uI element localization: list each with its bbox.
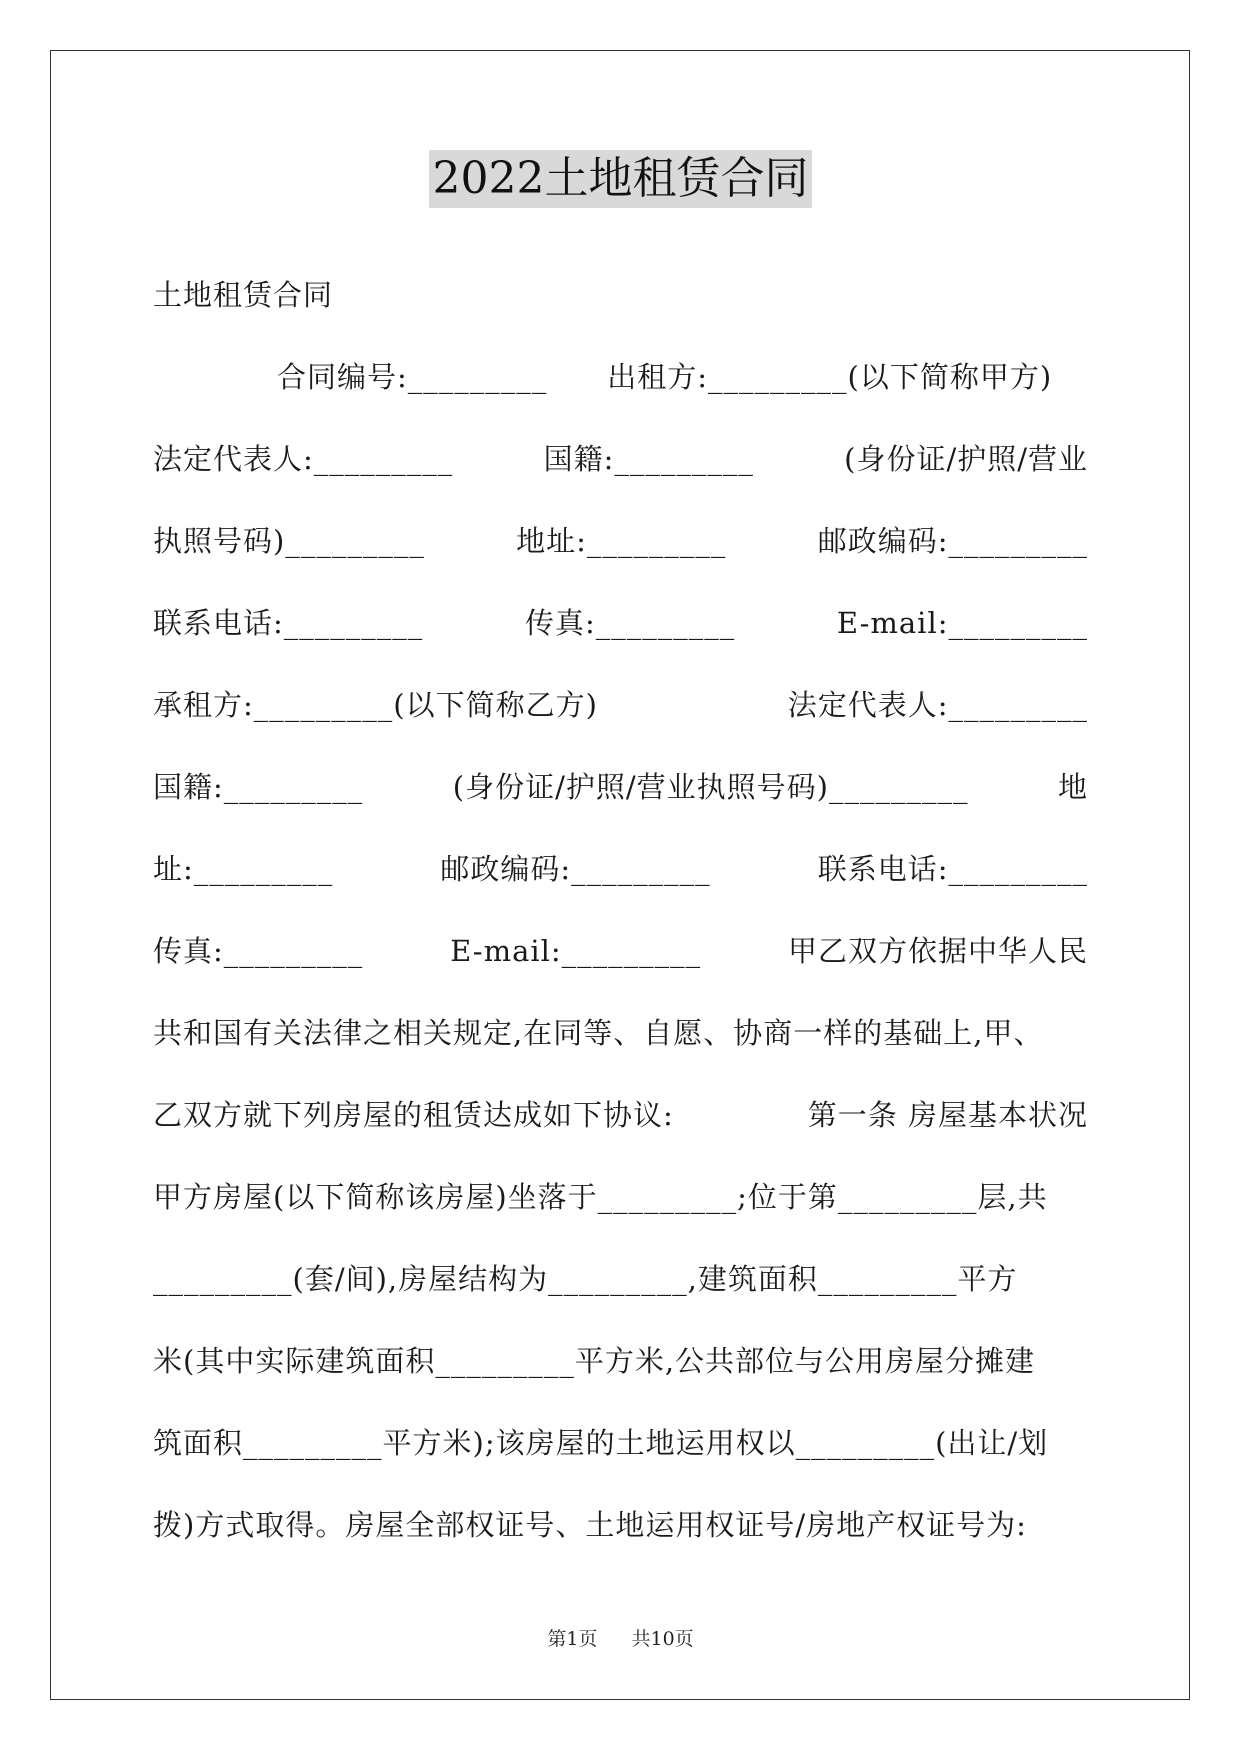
text-line-13	[153, 1320, 1088, 1402]
text-line-11	[153, 1156, 1088, 1238]
lessee-representative-field: 法定代表人:_________	[787, 688, 1088, 722]
lessor-representative-field: 法定代表人:_________	[153, 442, 454, 476]
lessee-nationality-field: 国籍:_________	[153, 770, 364, 804]
text-line-1	[153, 336, 1088, 418]
document-body	[153, 254, 1088, 1566]
text-line-6	[153, 746, 1088, 828]
lessor-nationality-field: 国籍:_________	[543, 442, 754, 476]
lessee-postcode-field: 邮政编码:_________	[440, 852, 711, 886]
subtitle-line	[153, 254, 1088, 336]
preamble-start: 甲乙双方依据中华人民	[787, 934, 1088, 968]
document-title-text: 2022土地租赁合同	[429, 150, 813, 208]
text-line-9	[153, 992, 1088, 1074]
text-line-5	[153, 664, 1088, 746]
document-title	[0, 150, 1241, 208]
contract-subtitle: 土地租赁合同	[153, 278, 334, 312]
lessor-postcode-field: 邮政编码:_________	[817, 524, 1088, 558]
lessor-field: 出租方:_________(以下简称甲方)	[607, 360, 1053, 394]
text-line-7	[153, 828, 1088, 910]
text-line-3	[153, 500, 1088, 582]
page-footer	[0, 1624, 1241, 1651]
lessee-field: 承租方:_________(以下简称乙方)	[153, 688, 598, 722]
article-1-heading: 第一条 房屋基本状况	[807, 1098, 1088, 1132]
contract-number-field: 合同编号:_________	[277, 360, 548, 394]
lessee-fax-field: 传真:_________	[153, 934, 364, 968]
text-line-10	[153, 1074, 1088, 1156]
lessor-fax-field: 传真:_________	[524, 606, 736, 640]
text-line-14	[153, 1402, 1088, 1484]
text-line-8	[153, 910, 1088, 992]
lessee-email-field: E-mail:_________	[450, 934, 702, 968]
lessor-id-field-start: (身份证/护照/营业	[844, 442, 1088, 476]
article-1-text: 拨)方式取得。房屋全部权证号、土地运用权证号/房地产权证号为:	[153, 1508, 1027, 1542]
article-1-text: _________(套/间),房屋结构为_________,建筑面积_________平方	[153, 1262, 1018, 1296]
lessee-address-field-end: 址:_________	[153, 852, 334, 886]
lessor-phone-field: 联系电话:_________	[153, 606, 424, 640]
lessor-address-field: 地址:_________	[516, 524, 727, 558]
text-line-4	[153, 582, 1088, 664]
preamble-end: 乙双方就下列房屋的租赁达成如下协议:	[153, 1098, 674, 1132]
article-1-text: 米(其中实际建筑面积_________平方米,公共部位与公用房屋分摊建	[153, 1344, 1036, 1378]
lessor-email-field: E-mail:_________	[836, 606, 1088, 640]
article-1-text: 筑面积_________平方米);该房屋的土地运用权以_________(出让/划	[153, 1426, 1049, 1460]
preamble-text: 共和国有关法律之相关规定,在同等、自愿、协商一样的基础上,甲、	[153, 1016, 1044, 1050]
lessor-id-field-end: 执照号码)_________	[153, 524, 425, 558]
article-1-text: 甲方房屋(以下简称该房屋)坐落于_________;位于第_________层,共	[153, 1180, 1048, 1214]
lessee-id-field: (身份证/护照/营业执照号码)_________	[452, 770, 969, 804]
page-number: 第1页	[547, 1628, 598, 1650]
page-total: 共10页	[631, 1628, 694, 1650]
text-line-15	[153, 1484, 1088, 1566]
text-line-12	[153, 1238, 1088, 1320]
text-line-2	[153, 418, 1088, 500]
lessee-phone-field: 联系电话:_________	[817, 852, 1088, 886]
lessee-address-field-start: 地	[1057, 770, 1088, 804]
